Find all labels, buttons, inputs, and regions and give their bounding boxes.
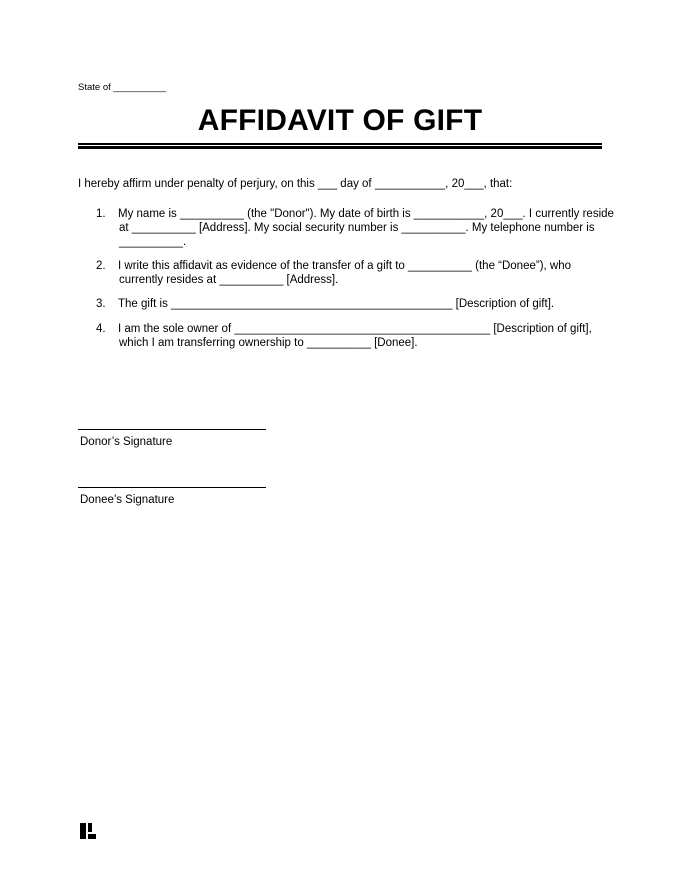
item-line: currently resides at __________ [Address]. [119, 274, 339, 286]
item-line: The gift is ____________________________________________ [Description of gift]. [118, 298, 555, 310]
donor-signature-line[interactable] [78, 429, 266, 430]
intro-statement: I hereby affirm under penalty of perjury, on this ___ day of ___________, 20___, that: [78, 178, 513, 190]
donee-signature-line[interactable] [78, 487, 266, 488]
item-line: which I am transferring ownership to __________ [Donee]. [119, 337, 418, 349]
donee-signature-label: Donee’s Signature [80, 494, 175, 506]
state-line: State of __________ [78, 82, 167, 93]
title-divider-thick [78, 146, 602, 149]
item-line: __________. [119, 236, 187, 248]
document-title: AFFIDAVIT OF GIFT [197, 104, 483, 137]
item-line: I write this affidavit as evidence of the transfer of a gift to __________ (the “Donee”), who [118, 260, 572, 272]
item-number: 2. [96, 260, 106, 272]
legal-templates-logo-icon [80, 823, 96, 839]
item-line: I am the sole owner of ________________________________________ [Description of gift], [118, 323, 592, 335]
title-divider-thin [78, 143, 602, 145]
item-line: My name is __________ (the "Donor"). My date of birth is ___________, 20___. I currently reside [118, 208, 614, 220]
item-line: at __________ [Address]. My social security number is __________. My telephone number is [119, 222, 595, 234]
item-number: 4. [96, 323, 106, 335]
item-number: 1. [96, 208, 106, 220]
item-number: 3. [96, 298, 106, 310]
donor-signature-label: Donor’s Signature [80, 436, 173, 448]
